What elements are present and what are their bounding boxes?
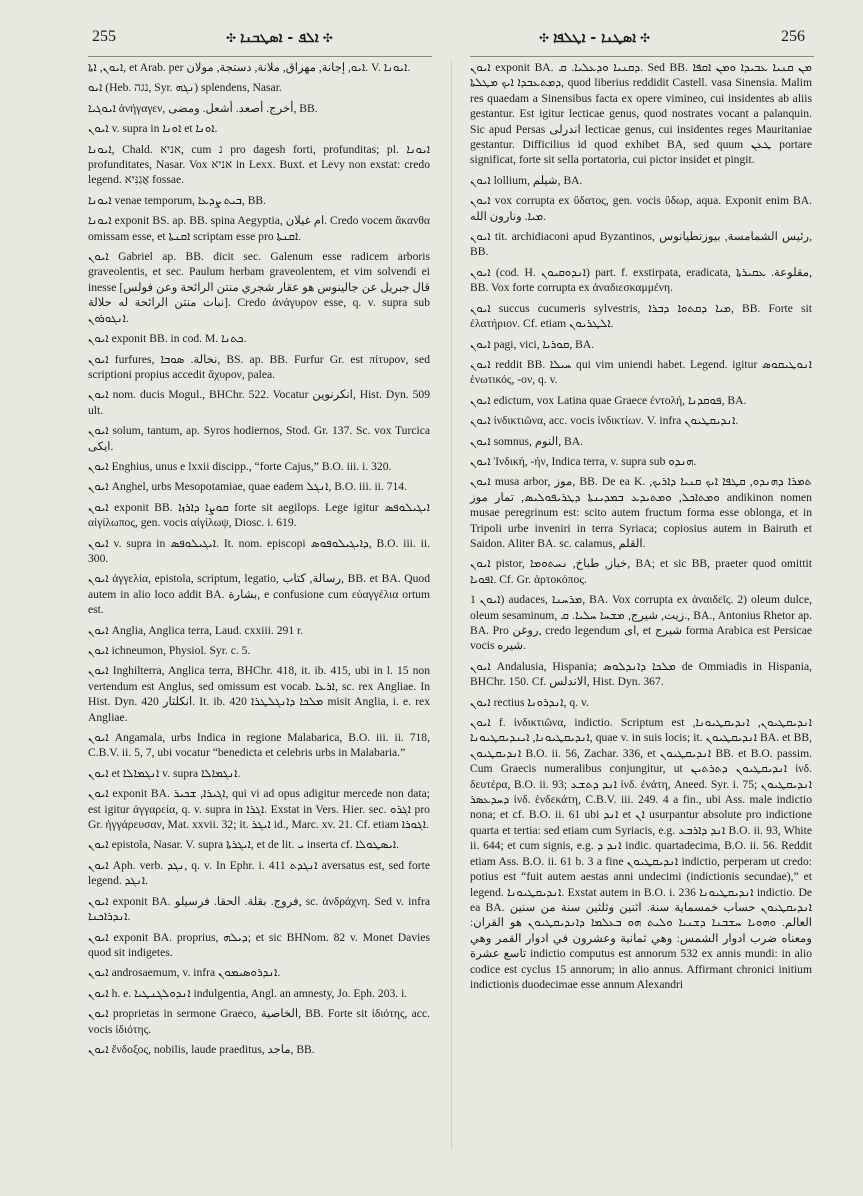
dictionary-entry: ܐܝܘܢܐ exponit BS. ap. BB. spina Aegyptia, ام غيلان. Credo vocem ἄκανθα omissam esse, et ܐܩܢܬܐ scriptam esse pro ܐܩܢܬܐ.	[88, 214, 431, 243]
dictionary-entry: ܐܝܘܢ v. supra in ܐܝܓܝܠܘܦܣ. It. nom. episcopi ܕܐܝܓܝܠܘܦܘܣ, B.O. iii. ii. 300.	[88, 536, 430, 565]
dictionary-entry: ܐܝܘܢ proprietas in sermone Graeco, الخاصية, BB. Forte sit ἰδιότης, acc. vocis ἰδιότης.	[88, 1007, 431, 1036]
dictionary-entry: ܐܝܘܢ tit. archidiaconi apud Byzantinos, رئيس الشمامسة, بيوزنطيانوس, BB.	[470, 230, 813, 259]
left-column	[88, 60, 430, 1062]
dictionary-entry: ܐܝܘܢ somnus, النوم, BA.	[470, 434, 584, 448]
running-header	[0, 28, 863, 54]
dictionary-entry: ܐܝܘܢ et ܐܢܓܡܐܠܐ v. supra ܐܢܓܡܐܠܐ.	[88, 766, 241, 780]
dictionary-entry: ܐܝܘܢ lollium, شيلم, BA.	[470, 173, 583, 187]
right-running-title: ✣ ܐܣܛܢܐ - ܐܛܠܦܐ ✣	[539, 30, 651, 46]
dictionary-entry: ܐܝܘܢ Inghilterra, Anglica terra, BHChr. 418, it. ib. 415, ubi in l. 15 non vertendum est Anglus, sed omissum est vocab. ܐܪܥܐ, sc. rex Angliae. In Hist. Dyn. 420 انكلتار. It. ib. 420 ܡܠܟܐ ܕܐܢܓܠܛܪܐ misit Anglia, i. e. rex Angliae.	[88, 664, 431, 724]
dictionary-entry: ܐܝܘܢ (cod. H. ܐܢܕܘܩܝܘܢ) part. f. exstirpata, eradicata, مقلوعة. ܥܩܝܪܬܐ, BB. Vox forte corrupta ex ἀναδιεσκαμμένη.	[470, 265, 812, 295]
dictionary-entry: ܐܝܘܢ vox corrupta ex ὕδατος, gen. vocis ὕδωρ, aqua. Exponit enim BA. ܡܝܐ. ونارون الله.	[470, 194, 812, 223]
dictionary-entry: ܐܝܘܢ h. e. ܐܢܕܘܠܓܢܛܝܐ indulgentia, Angl. an amnesty, Jo. Eph. 203. i.	[88, 986, 408, 1000]
right-column	[470, 60, 812, 997]
left-page-number: 255	[92, 28, 116, 45]
dictionary-entry: ܐܝܘܢ ἰνδικτιῶνα, acc. vocis ἰνδικτίων. V. infra ܐܢܕܝܩܛܝܘܢ.	[470, 414, 739, 428]
ornament-icon: ✣	[226, 31, 237, 45]
dictionary-entry: ܐܝܘܢ exponit BA. ܐܓܝܪܐ, ܫܟܝܪ, qui vi ad opus adigitur mercede non data; est igitur ἀγγαρεία, q. v. supra in ܐܓܪܐ. Exstat in Vers. Hier. sec. ܐܓܪܘ pro Gr. ἠγγάρευσαν, Mat. xxvii. 32; it. ܐܝܓܪ id., Marc. xv. 21. Cf. etiam ܐܓܘܪܐ.	[88, 787, 430, 832]
dictionary-entry: ܐܝܘܢ exponit BB. in cod. M. ܟܬܢܐ.	[88, 332, 247, 346]
dictionary-entry: ܐܝܘܢ exponit BA. proprius, ܕܝܠܗ; et sic BHNom. 82 v. Monet Davies quod sit indigetes.	[88, 930, 430, 959]
dictionary-entry: ܐܝܘܢ succus cucumeris sylvestris, ܡܝܐ ܕܩܬܘܐ ܕܒܪܐ, BB. Forte sit ἐλατήριον. Cf. etiam ܐܠܛܪܝܘܢ.	[470, 301, 812, 331]
dictionary-entry: ܐܝܘܢ pistor, خباز, طباخ, ܢܚܬܘܡܐ, BA; et sic BB, praeter quod omittit ܐܦܘܝܐ. Cf. Gr. ἀρτοκόπος.	[470, 557, 813, 586]
dictionary-entry: ܐܝܘܢ v. supra in ܐܘܢܐ et ܐܘܢܐ.	[88, 122, 218, 136]
dictionary-entry: ܐܝܘܢ rectius ܐܢܕܪܘܢܐ, q. v.	[470, 695, 589, 709]
ornament-icon: ✣	[322, 31, 333, 45]
dictionary-entry: ܐܝܘܢ epistola, Nasar. V. supra ܐܝܓܪܬܐ, et de lit. ܝ inserta cf. ܐܝܣܛܘܠܐ.	[88, 838, 400, 852]
dictionary-entry: ܐܝܘܢ Gabriel ap. BB. dicit sec. Galenum esse radicem arboris graveolentis, et sec. Paulum herbam graveolentem, et vim solvendi ei inesse [قال جبريل عن جالينوس هو عقار شجري منتن الرائحة وعن فولس نبات منتن الرائحة له حلالة]. Credo ἀνάγυρον esse, q. v. supra sub ܐܢܓܘܪܘܢ.	[88, 250, 431, 325]
right-page-number: 256	[781, 28, 805, 45]
dictionary-entry: ܐܝܘܢ Angamala, urbs Indica in regione Malabarica, B.O. iii. ii. 718, C.B.V. ii. 5, 7, ubi vocatur “benedicta et celebris urbs in Malabaria.”	[88, 731, 430, 760]
column-gutter	[451, 60, 452, 1150]
dictionary-entry: ܐܝܘܢ furfures, نخالة. ܣܘܒܐ, BS. ap. BB. Furfur Gr. est πίτυρον, sed scriptioni propius accedit ἄχυρον, palea.	[88, 352, 430, 381]
dictionary-entry: ܐܝܘܢ exponit BA. ܕܩܢܝܐ ܘܕܥܠܝܐ. ܩ. Sed BB. ܡܢ ܩܢܝܐ ܥܒܝܕܐ ܘܡܢ ܐܩܦܐ ܕܡܬܥܒܕܐ ܐܝܟ ܡܛܠܬܐ, quod liberius reddidit Castell. vasa Sinensia. Malim res quaedam a Sinensibus facta ex opere vimineo, cui insidentes ab aliis gestantur. Est igitur lecticae genus, quod nostrates vocant a palanquin. Sic apud Persas اندرلى lecticae genus, cui insidentes reges Mauritaniae gestantur. Difficilius id quod exhibet BA, sed quum ܛܥܢ portare significat, forte sit sella portatoria, cui pictor insidet et pingit.	[470, 61, 813, 167]
dictionary-entry: ܐܝܘܢ Anglia, Anglica terra, Laud. cxxiii. 291 r.	[88, 623, 304, 637]
dictionary-entry: ܐܝܘܢ Anghel, urbs Mesopotamiae, quae eadem ܐܢܓܠ, B.O. iii. ii. 714.	[88, 480, 407, 494]
dictionary-entry: ܐܝܘܓܝܐ ἀνήγαγεν, أخرج. أصعد. أشعل. ومضى, BB.	[88, 101, 318, 115]
dictionary-entry: ܐܝܘܢ, ܐܬܐ, et Arab. per ܐܝܘ, إجانة, مهراق, ملانة, دستجة, مولان. V. ܐܝܘܢܐ.	[88, 61, 411, 74]
dictionary-entry: ܐܝܘܢ nom. ducis Mogul., BHChr. 522. Vocatur انكرنوين, Hist. Dyn. 509 ult.	[88, 388, 430, 417]
dictionary-entry: ܐܝܘܢ musa arbor, موز, BB. De ea K. ܬܡܪܐ ܕܗܢܕܘ, ܩܛܦܐ ܐܝܟ ܩܢܝܐ ܕܐܪܝܟ, ܘܡܬܐܟܠ, ܘܡܬܝܕܥ ܒܡܕܝܢܬܐ ܕܛܪܝܦܘܠܝܣ, تمار موز andikinon nomen musae peregrinum est: scito autem fructum forma esse oblonga, et in Tripoli urbe inveniri in terra Syriaca; copiosius autem in Bairuth et Saidon. Aliter BA. sc. calamus, القلم.	[470, 475, 812, 550]
left-running-title: ✣ ܐܠܦ - ܐܣܛܒܢܐ ✣	[226, 30, 333, 46]
ornament-icon: ✣	[640, 31, 651, 45]
dictionary-entry: ܐܝܘܢ Ἰνδική, -ήν, Indica terra, v. supra sub ܗܢܕܘ.	[470, 454, 697, 468]
dictionary-entry: ܐܝܘܢ ἔνδοξος, nobilis, laude praeditus, ماجد, BB.	[88, 1042, 315, 1056]
dictionary-entry: ܐܝܘܢ ichneumon, Physiol. Syr. c. 5.	[88, 644, 251, 657]
dictionary-entry: ܐܝܘܢ solum, tantum, ap. Syros hodiernos, Stod. Gr. 137. Sc. vox Turcica ايكى.	[88, 424, 430, 453]
ornament-icon: ✣	[539, 31, 550, 45]
dictionary-entry: ܐܝܘܢ Aph. verb. ܢܓܕ, q. v. In Ephr. i. 411 ܐܢܓܕܬ aversatus est, sed forte legend. ܐܢܓܕ.	[88, 858, 430, 888]
dictionary-entry: ܐܝܘܢ 1) audaces, ܡܪܚܢܐ, BA. Vox corrupta ex ἀναιδεῖς. 2) oleum dulce, oleum sesaminum, زيت, شيرج, ܡܫܚܐ ܚܠܝܐ. ܩ., BA., Antonius Rhetor ap. BA. Pro روغن, credo legendum ای, et شيرج forma Arabica est Persicae vocis شيره.	[470, 593, 813, 653]
dictionary-entry: ܐܝܘܢ androsaemum, v. infra ܐܢܕܪܘܣܝܡܘܢ.	[88, 966, 281, 980]
dictionary-entry: ܐܝܘܢ Andalusia, Hispania; ܡܠܟܐ ܕܐܢܕܠܘܣ de Ommiadis in Hispania, BHChr. 150. Cf. الاندلس, Hist. Dyn. 367.	[470, 659, 812, 689]
dictionary-entry: ܐܝܘܢ Enghius, unus e lxxii discipp., “forte Cajus,” B.O. iii. i. 320.	[88, 459, 392, 473]
dictionary-entry: ܐܝܘ (Heb. נגה, Syr. ܢܓܗ) splendens, Nasar.	[88, 81, 282, 95]
dictionary-entry: ܐܝܘܢ exponit BA. فروج. بقلة. الحقا. فرسيلو, sc. ἀνδράχνη. Sed v. infra ܐܢܕܪܐܟܢܐ.	[88, 894, 430, 924]
dictionary-entry: ܐܝܘܢ pagi, vici, ܩܘܪܝܐ, BA.	[470, 337, 595, 351]
dictionary-entry: ܐܝܘܢܐ, Chald. אניא, cum נ pro dagesh forti, profunditas; pl. ܐܝܘܢܐ profunditates, Nasar. Vox אניא in Lexx. Buxt. et Levy non exstat: credo legend. אֲגַנִּיא fossae.	[88, 142, 431, 187]
dictionary-entry: ܐܝܘܢܐ venae temporum, ܒܝܬ ܨܕܥܐ, BB.	[88, 193, 267, 207]
dictionary-entry: ܐܝܘܢ ἀγγελία, epistola, scriptum, legatio, رسالة, كتاب, BB. et BA. Quod autem in alio loco addit BA. بشارة, e confusione cum εὐαγγέλια ortum est.	[88, 572, 431, 617]
dictionary-entry: ܐܝܘܢ edictum, vox Latina quae Graece ἐντολή, ܦܘܩܕܢܐ, BA.	[470, 393, 747, 407]
header-rule-right	[470, 56, 814, 57]
dictionary-entry: ܐܝܘܢ f. ἰνδικτιῶνα, indictio. Scriptum est ܐܢܕܝܩܛܝܘܢ, ܐܢܕܝܩܛܝܘܢܐ, ܐܢܕܝܩܛܝܘܢܐ, ܐܝܢܕܝܩܛܝܘܢܐ, quae v. in suis locis; it. ܐܢܕܝܩܛܝܘܢ BA. et BB, ܐܢܕܝܩܛܝܘܢ B.O. ii. 56, Zachar. 336, et ܐܢܕܝܩܛܝܘܢ BB. et B.O. passim. Cum Graecis numeralibus conjungitur, ut ܐܢܕܝܩܛܝܘܢ ܕܬܪܬܝܢ ἰνδ. δευτέρα, B.O. ii. 93; ܐܢܕ ܕܬܫܥ ἰνδ. ἐνάτη, Aneed. Syr. i. 75; ܐܢܕܝܩܛܝܘܢ ܕܚܕܥܣܪ ἰνδ. ἑνδεκάτη, C.B.V. iii. 249. 4 a fin., ubi Ass. male indictio nona; et cf. B.O. ii. 61 ubi ܐܢܕ et ܐܢ usurpantur absolute pro indictione quarta et tertia: sed etiam cum Syriacis, e.g. ܐܢܕ ܕܐܪܒܥ B.O. ii. 93, White ii. 644; et cum signis, e.g. ܐܢܕ ܕ indic. quartadecima, B.O. ii. 56. Reddit etiam Ass. B.O. ii. 61 b. 3 a fine ܐܢܕܝܩܛܝܘܢ indictio, perperam ut credo: potius est “fuit autem aestas anni undecimi (indictionis secundae),” et legend. ܐܢܕܝܩܛܝܘܢܐ. Exstat autem in B.O. i. 236 ܐܢܕܝܩܛܝܘܢܐ indictio. De ea BA. ܐܢܕܝܩܛܝܘܢ حساب خمسماية سنة. اثنين وثلثين سنة من سنين العالم. ܘܗܘܝܐ ܚܫܒܢܐ ܕܫܢܝܐ ܘܠܝܬ ܗܘ ܒܥܠܡܐ ܕܐܢܕܝܩܛܝܘܢ هو القران: ومعناه ضرب ادوار الشمس: وهي ثمانية وعشرون في ادوار القمر وهي تاسع عشرة indictio computus est annorum 532 ex annis mundi: in alio codice est cyclus 15 annorum; in alio annus. Affirmant chronici initium indictionis duodecimae esse annum Alexandri	[470, 716, 813, 991]
header-rule-left	[88, 56, 432, 57]
dictionary-entry: ܐܝܘܢ exponit BB. ܩܘܨܐ ܕܐܪܙܐ forte sit aegilops. Lege igitur ܐܝܓܝܠܘܦܣ αἰγίλωπος, gen. vocis αἰγίλωψ, Diosc. i. 619.	[88, 500, 430, 530]
dictionary-entry: ܐܝܘܢ reddit BB. ܚܝܠܐ qui vim uniendi habet. Legend. igitur ܐܢܘܛܝܩܘܣ ἑνωτικός, -ον, q. v.	[470, 357, 812, 387]
